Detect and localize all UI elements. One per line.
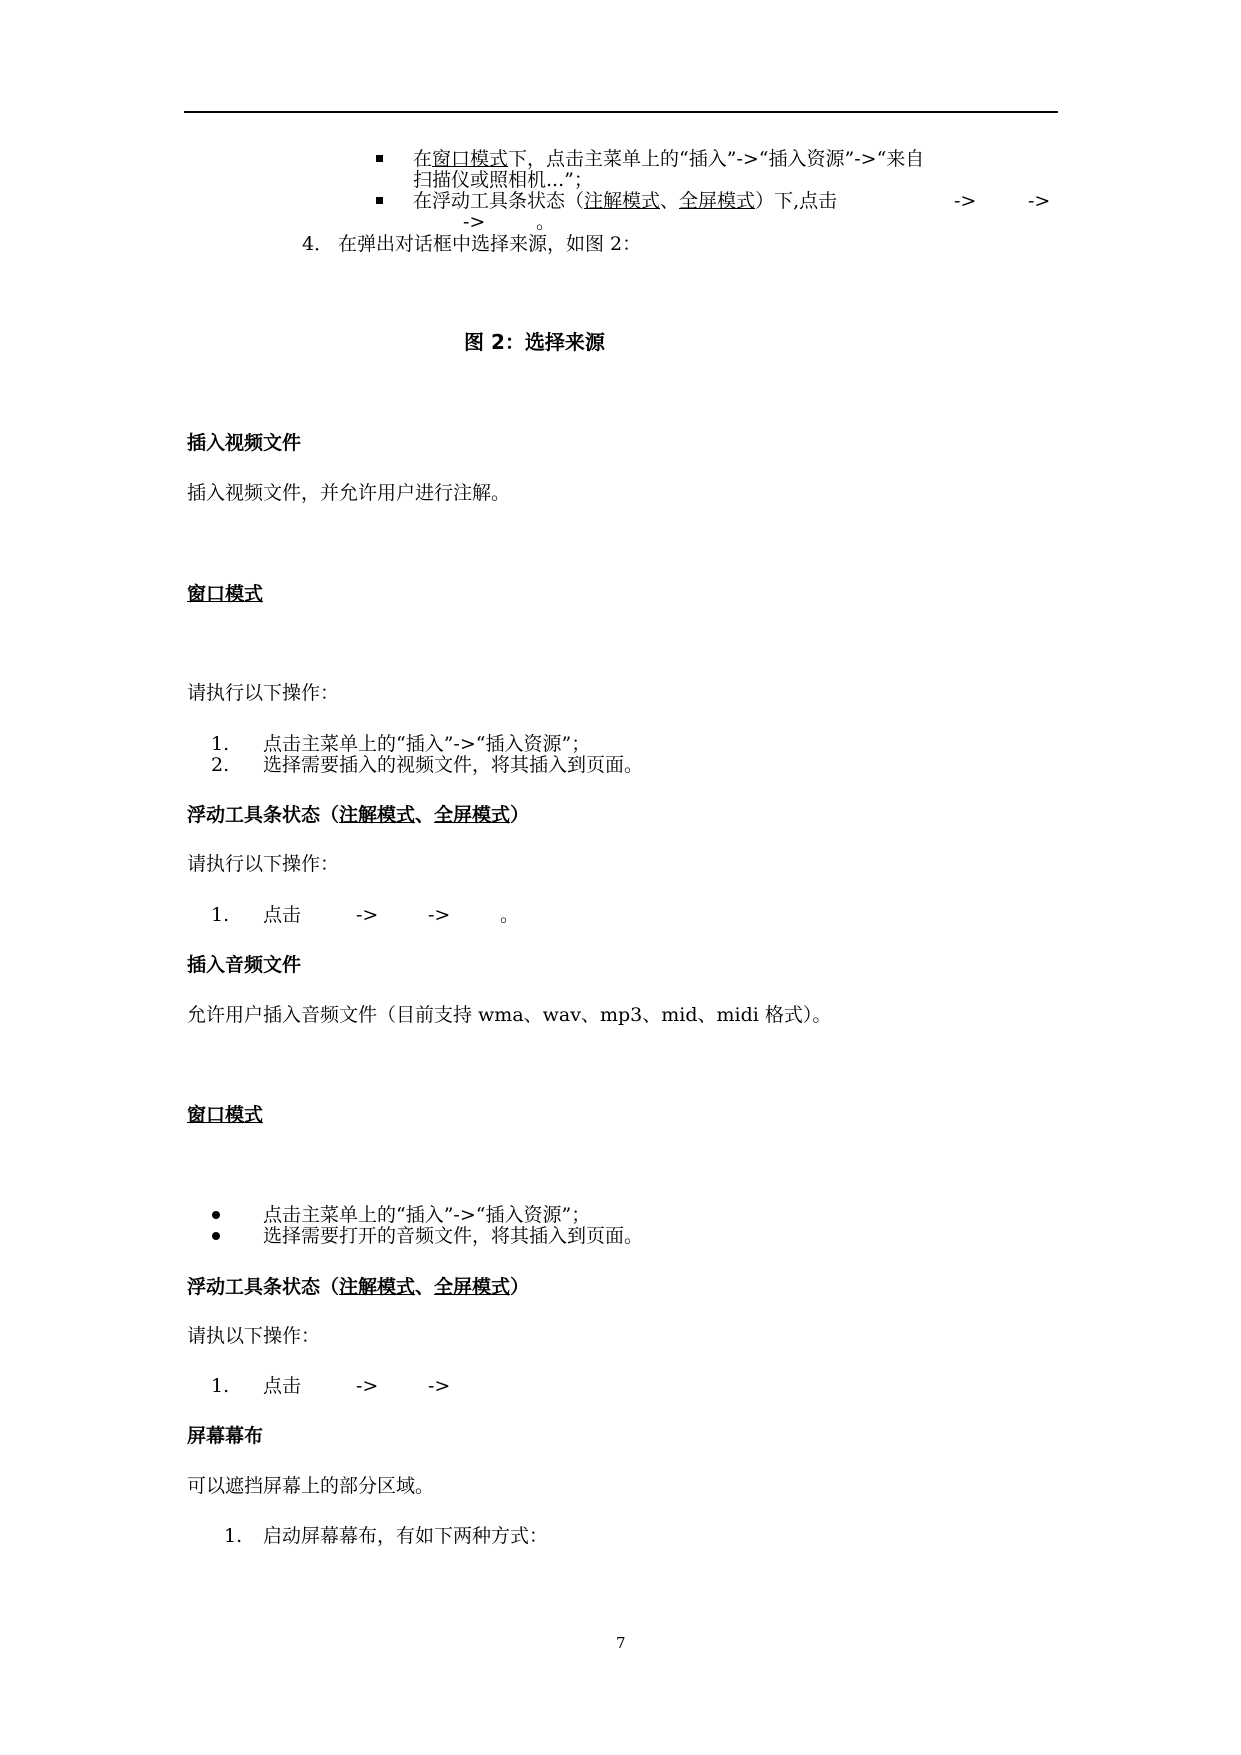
bullet-text-suffix: ）下,点击 xyxy=(755,190,838,212)
toolbar-heading xyxy=(187,804,529,826)
list-item: 启动屏幕幕布，有如下两种方式： xyxy=(263,1525,549,1547)
section-heading: 屏幕幕布 xyxy=(187,1425,264,1447)
heading-prefix: 浮动工具条状态（ xyxy=(187,1276,340,1298)
arrow: -> xyxy=(954,190,977,212)
period: 。 xyxy=(500,904,520,926)
figure-caption: 图 2：选择来源 xyxy=(464,330,605,354)
section-description: 允许用户插入音频文件（目前支持 wma、wav、mp3、mid、midi 格式）。 xyxy=(187,1004,832,1026)
fullscreen-mode-link[interactable]: 全屏模式 xyxy=(434,804,511,826)
header-rule xyxy=(184,111,1058,113)
list-number: 1. xyxy=(211,904,230,926)
fullscreen-mode-link[interactable]: 全屏模式 xyxy=(679,190,756,212)
instruction-text: 请执行以下操作： xyxy=(187,853,340,875)
window-mode-heading[interactable]: 窗口模式 xyxy=(187,583,264,605)
arrow: -> xyxy=(428,1375,451,1397)
section-description: 可以遮挡屏幕上的部分区域。 xyxy=(187,1475,435,1497)
list-number: 1. xyxy=(224,1525,243,1547)
bullet-line xyxy=(413,148,924,170)
heading-suffix: ） xyxy=(510,1276,530,1298)
fullscreen-mode-link[interactable]: 全屏模式 xyxy=(434,1276,511,1298)
instruction-text: 请执行以下操作： xyxy=(187,682,340,704)
window-mode-heading[interactable]: 窗口模式 xyxy=(187,1104,264,1126)
toolbar-heading xyxy=(187,1276,529,1298)
bullet-text-prefix: 在浮动工具条状态（ xyxy=(413,190,585,212)
annotation-mode-link[interactable]: 注解模式 xyxy=(339,1276,416,1298)
list-number: 1. xyxy=(211,733,230,755)
heading-prefix: 浮动工具条状态（ xyxy=(187,804,340,826)
bullet-line xyxy=(413,190,837,212)
separator: 、 xyxy=(660,190,680,212)
page-number: 7 xyxy=(616,1634,626,1652)
bullet-text-prefix: 在 xyxy=(413,148,433,170)
period: 。 xyxy=(536,211,556,233)
arrow: -> xyxy=(463,211,486,233)
dot-bullet xyxy=(212,1211,220,1219)
arrow: -> xyxy=(356,1375,379,1397)
step-number: 4． xyxy=(302,233,334,255)
list-item: 点击主菜单上的“插入”->“插入资源”； xyxy=(263,733,591,755)
square-bullet xyxy=(376,155,383,162)
step-text: 在弹出对话框中选择来源，如图 2： xyxy=(338,233,642,255)
list-item: 选择需要打开的音频文件，将其插入到页面。 xyxy=(263,1225,644,1247)
heading-suffix: ） xyxy=(510,804,530,826)
separator: 、 xyxy=(415,1276,435,1298)
list-item-click: 点击 xyxy=(263,904,302,926)
arrow: -> xyxy=(356,904,379,926)
window-mode-link[interactable]: 窗口模式 xyxy=(432,148,509,170)
bullet-text-suffix: 下，点击主菜单上的“插入”->“插入资源”->“来自 xyxy=(508,148,925,170)
arrow: -> xyxy=(428,904,451,926)
instruction-text: 请执以下操作： xyxy=(187,1325,321,1347)
dot-bullet xyxy=(212,1232,220,1240)
list-item: 选择需要插入的视频文件，将其插入到页面。 xyxy=(263,754,644,776)
bullet-continuation: 扫描仪或照相机...”； xyxy=(413,169,593,191)
list-number: 2. xyxy=(211,754,230,776)
list-item: 点击主菜单上的“插入”->“插入资源”； xyxy=(263,1204,591,1226)
list-item-click: 点击 xyxy=(263,1375,302,1397)
square-bullet xyxy=(376,197,383,204)
section-description: 插入视频文件，并允许用户进行注解。 xyxy=(187,482,511,504)
separator: 、 xyxy=(415,804,435,826)
section-heading: 插入视频文件 xyxy=(187,432,302,454)
annotation-mode-link[interactable]: 注解模式 xyxy=(339,804,416,826)
list-number: 1. xyxy=(211,1375,230,1397)
annotation-mode-link[interactable]: 注解模式 xyxy=(584,190,661,212)
arrow: -> xyxy=(1028,190,1051,212)
section-heading: 插入音频文件 xyxy=(187,954,302,976)
